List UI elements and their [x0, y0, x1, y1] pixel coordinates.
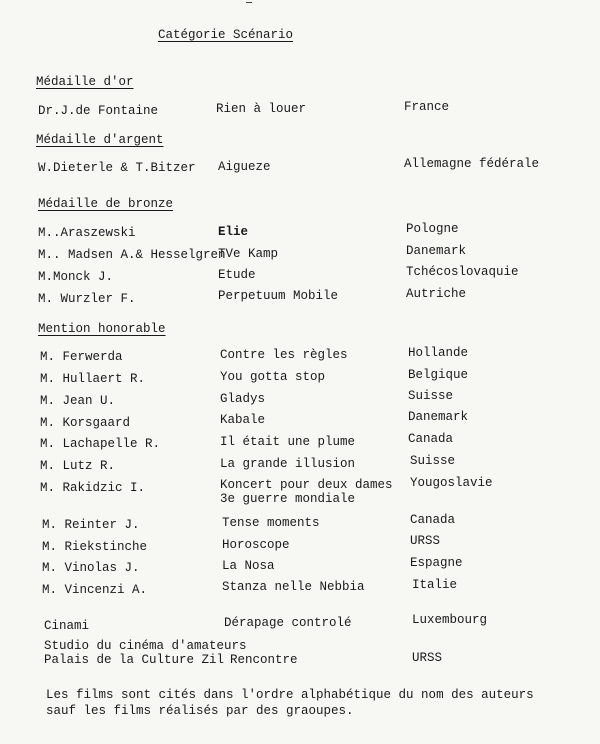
section-heading-bronze: Médaille de bronze [38, 197, 174, 211]
entry-country: Allemagne fédérale [404, 157, 540, 171]
entry-author: M. Lachapelle R. [40, 437, 161, 451]
page-mark [246, 2, 252, 3]
entry-author: Dr.J.de Fontaine [38, 104, 159, 118]
entry-country: Canada [410, 513, 456, 527]
entry-film: You gotta stop [220, 370, 326, 384]
entry-film: Koncert pour deux dames [220, 478, 393, 492]
section-heading-honorable: Mention honorable [38, 322, 166, 336]
entry-author: M. Lutz R. [40, 459, 116, 473]
entry-film: La grande illusion [220, 457, 356, 471]
entry-author: M..Araszewski [38, 226, 136, 240]
entry-country: Yougoslavie [410, 476, 493, 490]
group-film: Rencontre [230, 653, 298, 667]
group-film: Dérapage controlé [224, 616, 352, 630]
entry-country: Suisse [410, 454, 456, 468]
group-country: URSS [412, 651, 443, 665]
entry-country: Hollande [408, 346, 469, 360]
entry-film: Kabale [220, 413, 266, 427]
entry-author: M. Vinolas J. [42, 561, 140, 575]
entry-film: Horoscope [222, 538, 290, 552]
group-author: Cinami [44, 619, 90, 633]
group-author-line2: Palais de la Culture Zil [44, 653, 225, 667]
entry-film: Contre les règles [220, 348, 348, 362]
entry-film: Rien à louer [216, 102, 307, 116]
entry-country: Espagne [410, 556, 463, 570]
entry-author: M.. Madsen A.& Hesselgren [38, 248, 226, 262]
entry-film: Tense moments [222, 516, 320, 530]
entry-country: URSS [410, 534, 441, 548]
entry-author: M. Hullaert R. [40, 372, 146, 386]
entry-film: Gladys [220, 392, 266, 406]
entry-film: Stanza nelle Nebbia [222, 580, 365, 594]
footnote-line: Les films sont cités dans l'ordre alphabétique du nom des auteurs [46, 688, 534, 702]
entry-country: Suisse [408, 389, 454, 403]
entry-author: M.Monck J. [38, 270, 114, 284]
entry-author: M. Vincenzi A. [42, 583, 148, 597]
entry-author: M. Rakidzic I. [40, 481, 146, 495]
group-author: Studio du cinéma d'amateurs [44, 639, 247, 653]
section-heading-gold: Médaille d'or [36, 75, 134, 89]
section-heading-silver: Médaille d'argent [36, 133, 164, 147]
entry-country: Belgique [408, 368, 469, 382]
entry-author: M. Korsgaard [40, 416, 131, 430]
entry-film: Il était une plume [220, 435, 356, 449]
entry-author: M. Jean U. [40, 394, 116, 408]
entry-country: Danemark [406, 244, 467, 258]
entry-film-line2: 3e guerre mondiale [220, 492, 356, 506]
entry-film: TVe Kamp [218, 247, 279, 261]
entry-country: Italie [412, 578, 458, 592]
entry-author: M. Wurzler F. [38, 292, 136, 306]
entry-country: Pologne [406, 222, 459, 236]
group-country: Luxembourg [412, 613, 488, 627]
entry-country: Canada [408, 432, 454, 446]
entry-country: Autriche [406, 287, 467, 301]
entry-film: Perpetuum Mobile [218, 289, 339, 303]
page-title: Catégorie Scénario [158, 28, 294, 42]
entry-country: Danemark [408, 410, 469, 424]
entry-author: M. Reinter J. [42, 518, 140, 532]
entry-author: M. Riekstinche [42, 540, 148, 554]
entry-film: Aigueze [218, 160, 271, 174]
entry-film: Etude [218, 268, 256, 282]
entry-author: M. Ferwerda [40, 350, 123, 364]
entry-film: Elie [218, 225, 249, 239]
entry-country: Tchécoslovaquie [406, 265, 519, 279]
entry-country: France [404, 100, 450, 114]
footnote-line: sauf les films réalisés par des graoupes. [46, 704, 354, 718]
entry-author: W.Dieterle & T.Bitzer [38, 161, 196, 175]
entry-film: La Nosa [222, 559, 275, 573]
